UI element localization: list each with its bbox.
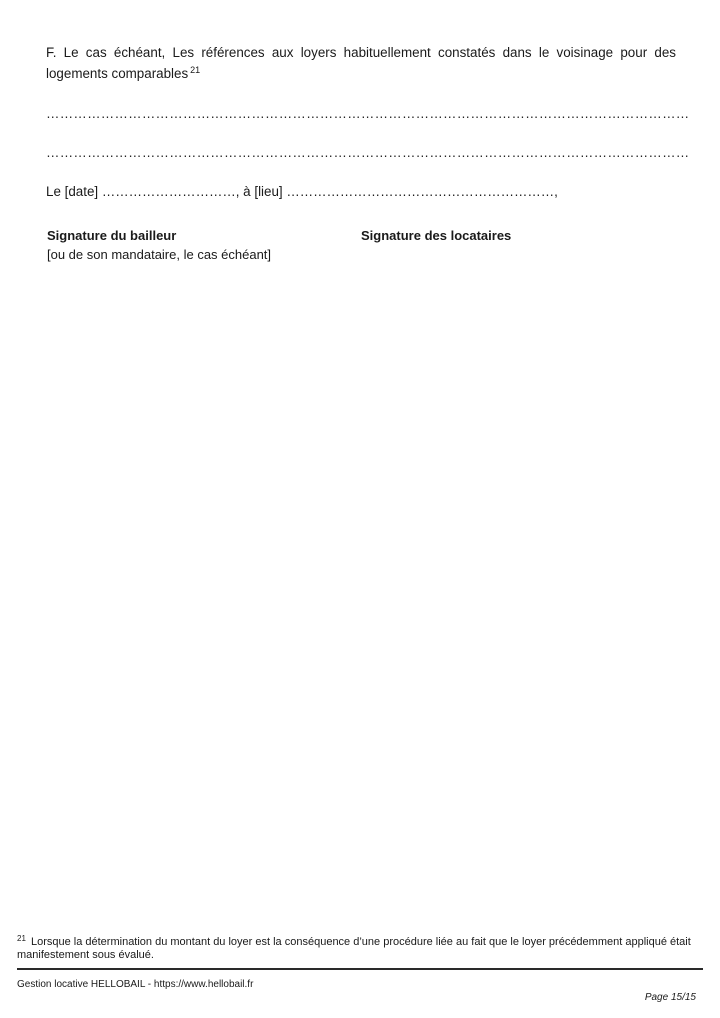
section-f-line-2	[46, 63, 676, 84]
landlord-signature-block	[47, 226, 271, 264]
footnote	[17, 936, 697, 962]
footnote-number: 21	[17, 934, 26, 943]
footnote-text: Lorsque la détermination du montant du loyer est la conséquence d’une procédure liée au fait que le loyer précédemment appliqué était manifestement sous évalué.	[17, 936, 691, 961]
footer-divider	[17, 968, 703, 970]
blank-fill-line-2: ……………………………………………………………………………………………………………………………	[46, 145, 690, 160]
section-f-line-2-text: logements comparables	[46, 66, 189, 81]
tenants-signature-title: Signature des locataires	[361, 228, 512, 243]
section-f-line-1: F. Le cas échéant, Les références aux loyers habituellement constatés dans le voisinage pour des	[46, 45, 676, 60]
tenants-signature-block	[361, 226, 511, 245]
blank-fill-line-1: ……………………………………………………………………………………………………………………………	[46, 106, 690, 121]
landlord-signature-title: Signature du bailleur	[47, 228, 177, 243]
date-place-line: Le [date] …………………………, à [lieu] ……………………………………………………,	[46, 184, 558, 199]
footer-company: Gestion locative HELLOBAIL - https://www.hellobail.fr	[17, 979, 254, 990]
landlord-signature-note: [ou de son mandataire, le cas échéant]	[47, 247, 272, 262]
footnote-reference: 21	[190, 65, 201, 75]
section-f-paragraph	[46, 42, 676, 84]
page-number: Page 15/15	[644, 992, 696, 1003]
